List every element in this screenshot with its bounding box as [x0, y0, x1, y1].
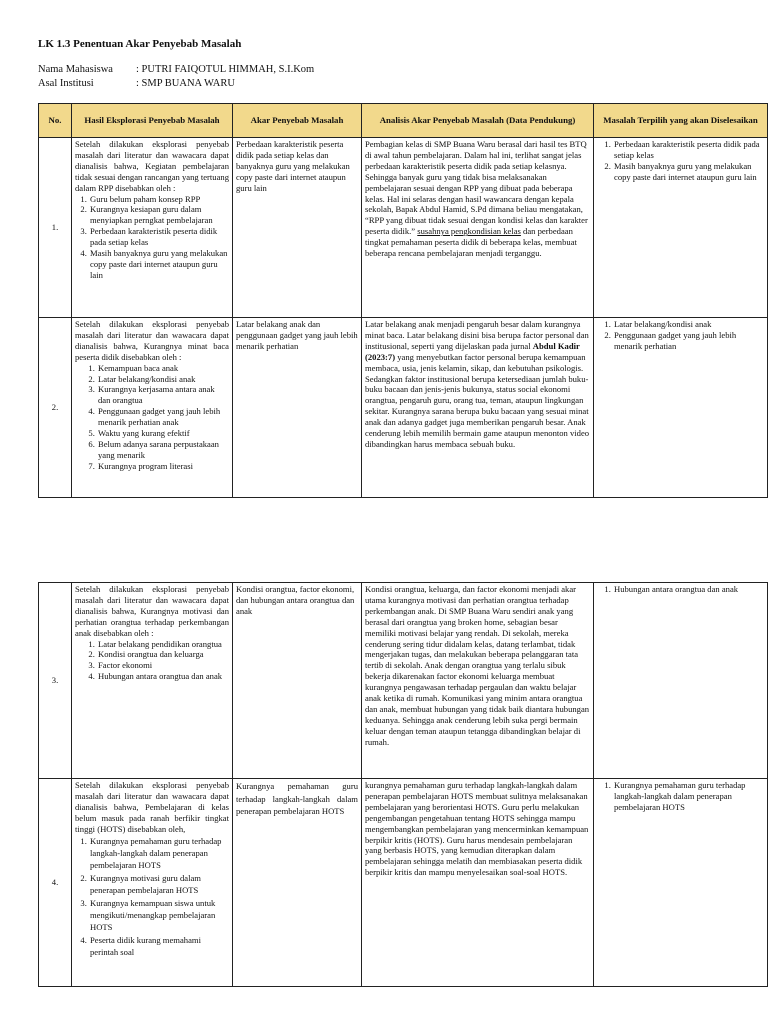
root-cause-table-page-1: [38, 103, 768, 498]
list-item: 3. Kurangnya kemampuan siswa untuk mengikuti/menangkap pembelajaran HOTS: [89, 897, 229, 934]
masalah-cell: [594, 779, 768, 987]
row-number: 4.: [39, 779, 72, 987]
list-item: 3. Perbedaan karakteristik peserta didik pada setiap kelas: [89, 226, 229, 248]
analisis-cell: [362, 318, 594, 498]
analisis-underlined-text: susahnya pengkondisian kelas: [417, 226, 521, 237]
list-item: 1. Perbedaan karakteristik peserta didik pada setiap kelas: [613, 139, 764, 161]
table-header-row: [39, 104, 768, 138]
header-akar: Akar Penyebab Masalah: [233, 104, 362, 138]
list-item: 1. Kemampuan baca anak: [97, 363, 229, 374]
list-item: 2. Penggunaan gadget yang jauh lebih menarik perhatian: [613, 330, 764, 352]
list-item: 1. Latar belakang pendidikan orangtua: [97, 639, 229, 650]
list-item: 3. Kurangnya kerjasama antara anak dan orangtua: [97, 384, 229, 406]
table-row: [39, 779, 768, 987]
list-item: 7. Kurangnya program literasi: [97, 461, 229, 472]
akar-cell: Kurangnya pemahaman guru terhadap langkah-langkah dalam penerapan pembelajaran HOTS: [233, 779, 362, 987]
row-number: 2.: [39, 318, 72, 498]
hasil-list: [75, 194, 229, 281]
student-name-line: [38, 64, 314, 75]
akar-cell: Perbedaan karakteristik peserta didik pada setiap kelas dan banyaknya guru yang melakukan copy paste dari internet ataupun guru lain: [233, 138, 362, 318]
analisis-cell: kurangnya pemahaman guru terhadap langkah-langkah dalam penerapan pembelajaran HOTS membuat sulitnya melaksanakan pembelajaran yang berorientasi HOTS. Guru perlu melakukan pengembangan pengetahuan tentang HOTS sehingga mampu mengembangkan pembelajaran yang mencerminkan kemampuan berpikir kritis (HOTS). Guru harus mendesain pembelajaran yang berbasis HOTS, yang kemudian diterapkan dalam pembelajaran sehingga melatih dan membiasakan peserta didik berpikir kritis dan mampu menyelesaikan soal-soal HOTS.: [362, 779, 594, 987]
root-cause-table-page-2: [38, 582, 768, 987]
list-item: 2. Latar belakang/kondisi anak: [97, 374, 229, 385]
masalah-list: [597, 319, 764, 352]
masalah-list: [597, 584, 764, 595]
hasil-intro: Setelah dilakukan eksplorasi penyebab masalah dari literatur dan wawacara dapat dianalisis bahwa, Kegiatan pembelajaran tidak sesuai dengan rancangan yang tertuang dalam RPP disebabkan oleh :: [75, 139, 229, 193]
list-item: 3. Factor ekonomi: [97, 660, 229, 671]
student-name-value: : PUTRI FAIQOTUL HIMMAH, S.I.Kom: [136, 64, 315, 75]
student-name-label: Nama Mahasiswa: [38, 64, 113, 75]
list-item: 2. Kondisi orangtua dan keluarga: [97, 649, 229, 660]
akar-cell: Kondisi orangtua, factor ekonomi, dan hubungan antara orangtua dan anak: [233, 583, 362, 779]
institution-label: Asal Institusi: [38, 78, 94, 89]
hasil-intro: Setelah dilakukan eksplorasi penyebab masalah dari literatur dan wawacara dapat dianalisis bahwa, Pembelajaran di kelas belum masuk pada ranah berfikir tingkat tinggi (HOTS) disebabkan oleh,: [75, 780, 229, 834]
table-row: [39, 138, 768, 318]
list-item: 1. Kurangnya pemahaman guru terhadap langkah-langkah dalam penerapan pembelajaran HOTS: [89, 835, 229, 872]
citation-text: Abdul Kadir (2023:7): [365, 340, 580, 362]
list-item: 4. Hubungan antara orangtua dan anak: [97, 671, 229, 682]
header-hasil: Hasil Eksplorasi Penyebab Masalah: [72, 104, 233, 138]
institution-line: [38, 78, 235, 89]
masalah-list: [597, 780, 764, 813]
list-item: 1. Guru belum paham konsep RPP: [89, 194, 229, 205]
hasil-list: [75, 363, 229, 472]
table-row: [39, 318, 768, 498]
analisis-cell: Kondisi orangtua, keluarga, dan factor ekonomi menjadi akar utama kurangnya motivasi dan perhatian orangtua terhadap perkembangan anak. Di SMP Buana Waru sendiri anak yang berasal dari orangtua yang broken home, sebagian besar memiliki motivasi belajar yang rendah. Di sekolah, mereka cenderung sering tidur didalam kelas, datang terlambat, tidak mengerjakan tugas, dan melakukan beberapa pelanggaran tata tertib di sekolah. Anak dengan orangtua yang terlalu sibuk bekerja dikarenakan factor ekonomi keluarga membuat kurangnya pengawasan terhadap pergaulan dan waktu belajar anak ketika di rumah. Komunikasi yang minim antara orangtua dan anak, membuat hubungan yang tidak baik diantara hubungan keduanya. Sehingga anak cenderung lebih suka pergi bermain keluar dengan teman ataupun tetangga dibandingkan belajar di rumah.: [362, 583, 594, 779]
list-item: 1. Kurangnya pemahaman guru terhadap langkah-langkah dalam penerapan pembelajaran HOTS: [613, 780, 764, 813]
header-no: No.: [39, 104, 72, 138]
list-item: 6. Belum adanya sarana perpustakaan yang menarik: [97, 439, 229, 461]
masalah-cell: [594, 138, 768, 318]
header-masalah: Masalah Terpilih yang akan Diselesaikan: [594, 104, 768, 138]
masalah-list: [597, 139, 764, 183]
institution-value: : SMP BUANA WARU: [136, 78, 235, 89]
table-row: [39, 583, 768, 779]
list-item: 1. Latar belakang/kondisi anak: [613, 319, 764, 330]
hasil-cell: [72, 138, 233, 318]
analisis-text: Pembagian kelas di SMP Buana Waru berasal dari hasil tes BTQ di awal tahun pembelajaran. Dalam hal ini, terlihat sangat jelas perbedaan karakteristik peserta didik pada setiap kelasnya. Sehingga banyak guru yang tidak bisa melaksanakan pembelajaran sesuai dengan RPP yang dibuat pada beberapa kelas. Hal ini selaras dengan hasil wawancara dengan kepala sekolah, Bapak Abdul Hamid, S.Pd dimana beliau mengatakan, “RPP yang dibuat tidak sesuai dengan kondisi kelas dan karakter peserta didik.”: [365, 139, 588, 237]
masalah-cell: [594, 318, 768, 498]
hasil-cell: [72, 318, 233, 498]
hasil-cell: [72, 779, 233, 987]
list-item: 5. Waktu yang kurang efektif: [97, 428, 229, 439]
hasil-intro: Setelah dilakukan eksplorasi penyebab masalah dari literatur dan wawacara dapat dianalisis bahwa, Kurangnya minat baca peserta didik disebabkan oleh :: [75, 319, 229, 362]
analisis-text: Latar belakang anak menjadi pengaruh besar dalam kurangnya minat baca. Latar belakang disini bisa berupa factor personal dan institusional, seperti yang dijelaskan pada jurnal: [365, 319, 589, 351]
hasil-cell: [72, 583, 233, 779]
list-item: 2. Kurangnya motivasi guru dalam penerapan pembelajaran HOTS: [89, 872, 229, 897]
header-analisis: Analisis Akar Penyebab Masalah (Data Pendukung): [362, 104, 594, 138]
list-item: 1. Hubungan antara orangtua dan anak: [613, 584, 764, 595]
hasil-list: [75, 835, 229, 959]
hasil-list: [75, 639, 229, 683]
analisis-cell: [362, 138, 594, 318]
akar-cell: Latar belakang anak dan penggunaan gadget yang jauh lebih menarik perhatian: [233, 318, 362, 498]
list-item: 2. Masih banyaknya guru yang melakukan copy paste dari internet ataupun guru lain: [613, 161, 764, 183]
row-number: 1.: [39, 138, 72, 318]
list-item: 4. Peserta didik kurang memahami perintah soal: [89, 934, 229, 959]
document-title: LK 1.3 Penentuan Akar Penyebab Masalah: [38, 38, 242, 50]
analisis-text-end: dan perbedaan tingkat pemahaman peserta didik di beberapa kelas, membuat beberapa rencana pembelajaran menjadi terganggu.: [365, 226, 577, 259]
list-item: 2. Kurangnya kesiapan guru dalam menyiapkan perngkat pembelajaran: [89, 204, 229, 226]
row-number: 3.: [39, 583, 72, 779]
list-item: 4. Masih banyaknya guru yang melakukan copy paste dari internet ataupun guru lain: [89, 248, 229, 281]
hasil-intro: Setelah dilakukan eksplorasi penyebab masalah dari literatur dan wawacara dapat dianalisis bahwa, Kurangnya motivasi dan perhatian orangtua terhadap perkembangan anak disebabkan oleh :: [75, 584, 229, 638]
masalah-cell: [594, 583, 768, 779]
analisis-text-end: yang menyebutkan factor personal berupa kemampuan membaca, usia, jenis kelamin, sikap, dan kebutuhan psikologis. Sedangkan faktor institusional berupa ketersediaan jumlah buku-buku bacaan dan jenis-jenis bukunya, status social ekonomi orangtua, pengaruh guru, orang tua, teman, ataupun lingkungan sekitar. Kurangnya sarana berupa buku bacaan yang sesuai minat anak dan adanya gadget juga memberikan pengaruh besar. Anak cenderung lebih memilih bermain game ataupun menonton video dibandingkan harus membaca sebuah buku.: [365, 351, 590, 449]
list-item: 4. Penggunaan gadget yang jauh lebih menarik perhatian anak: [97, 406, 229, 428]
